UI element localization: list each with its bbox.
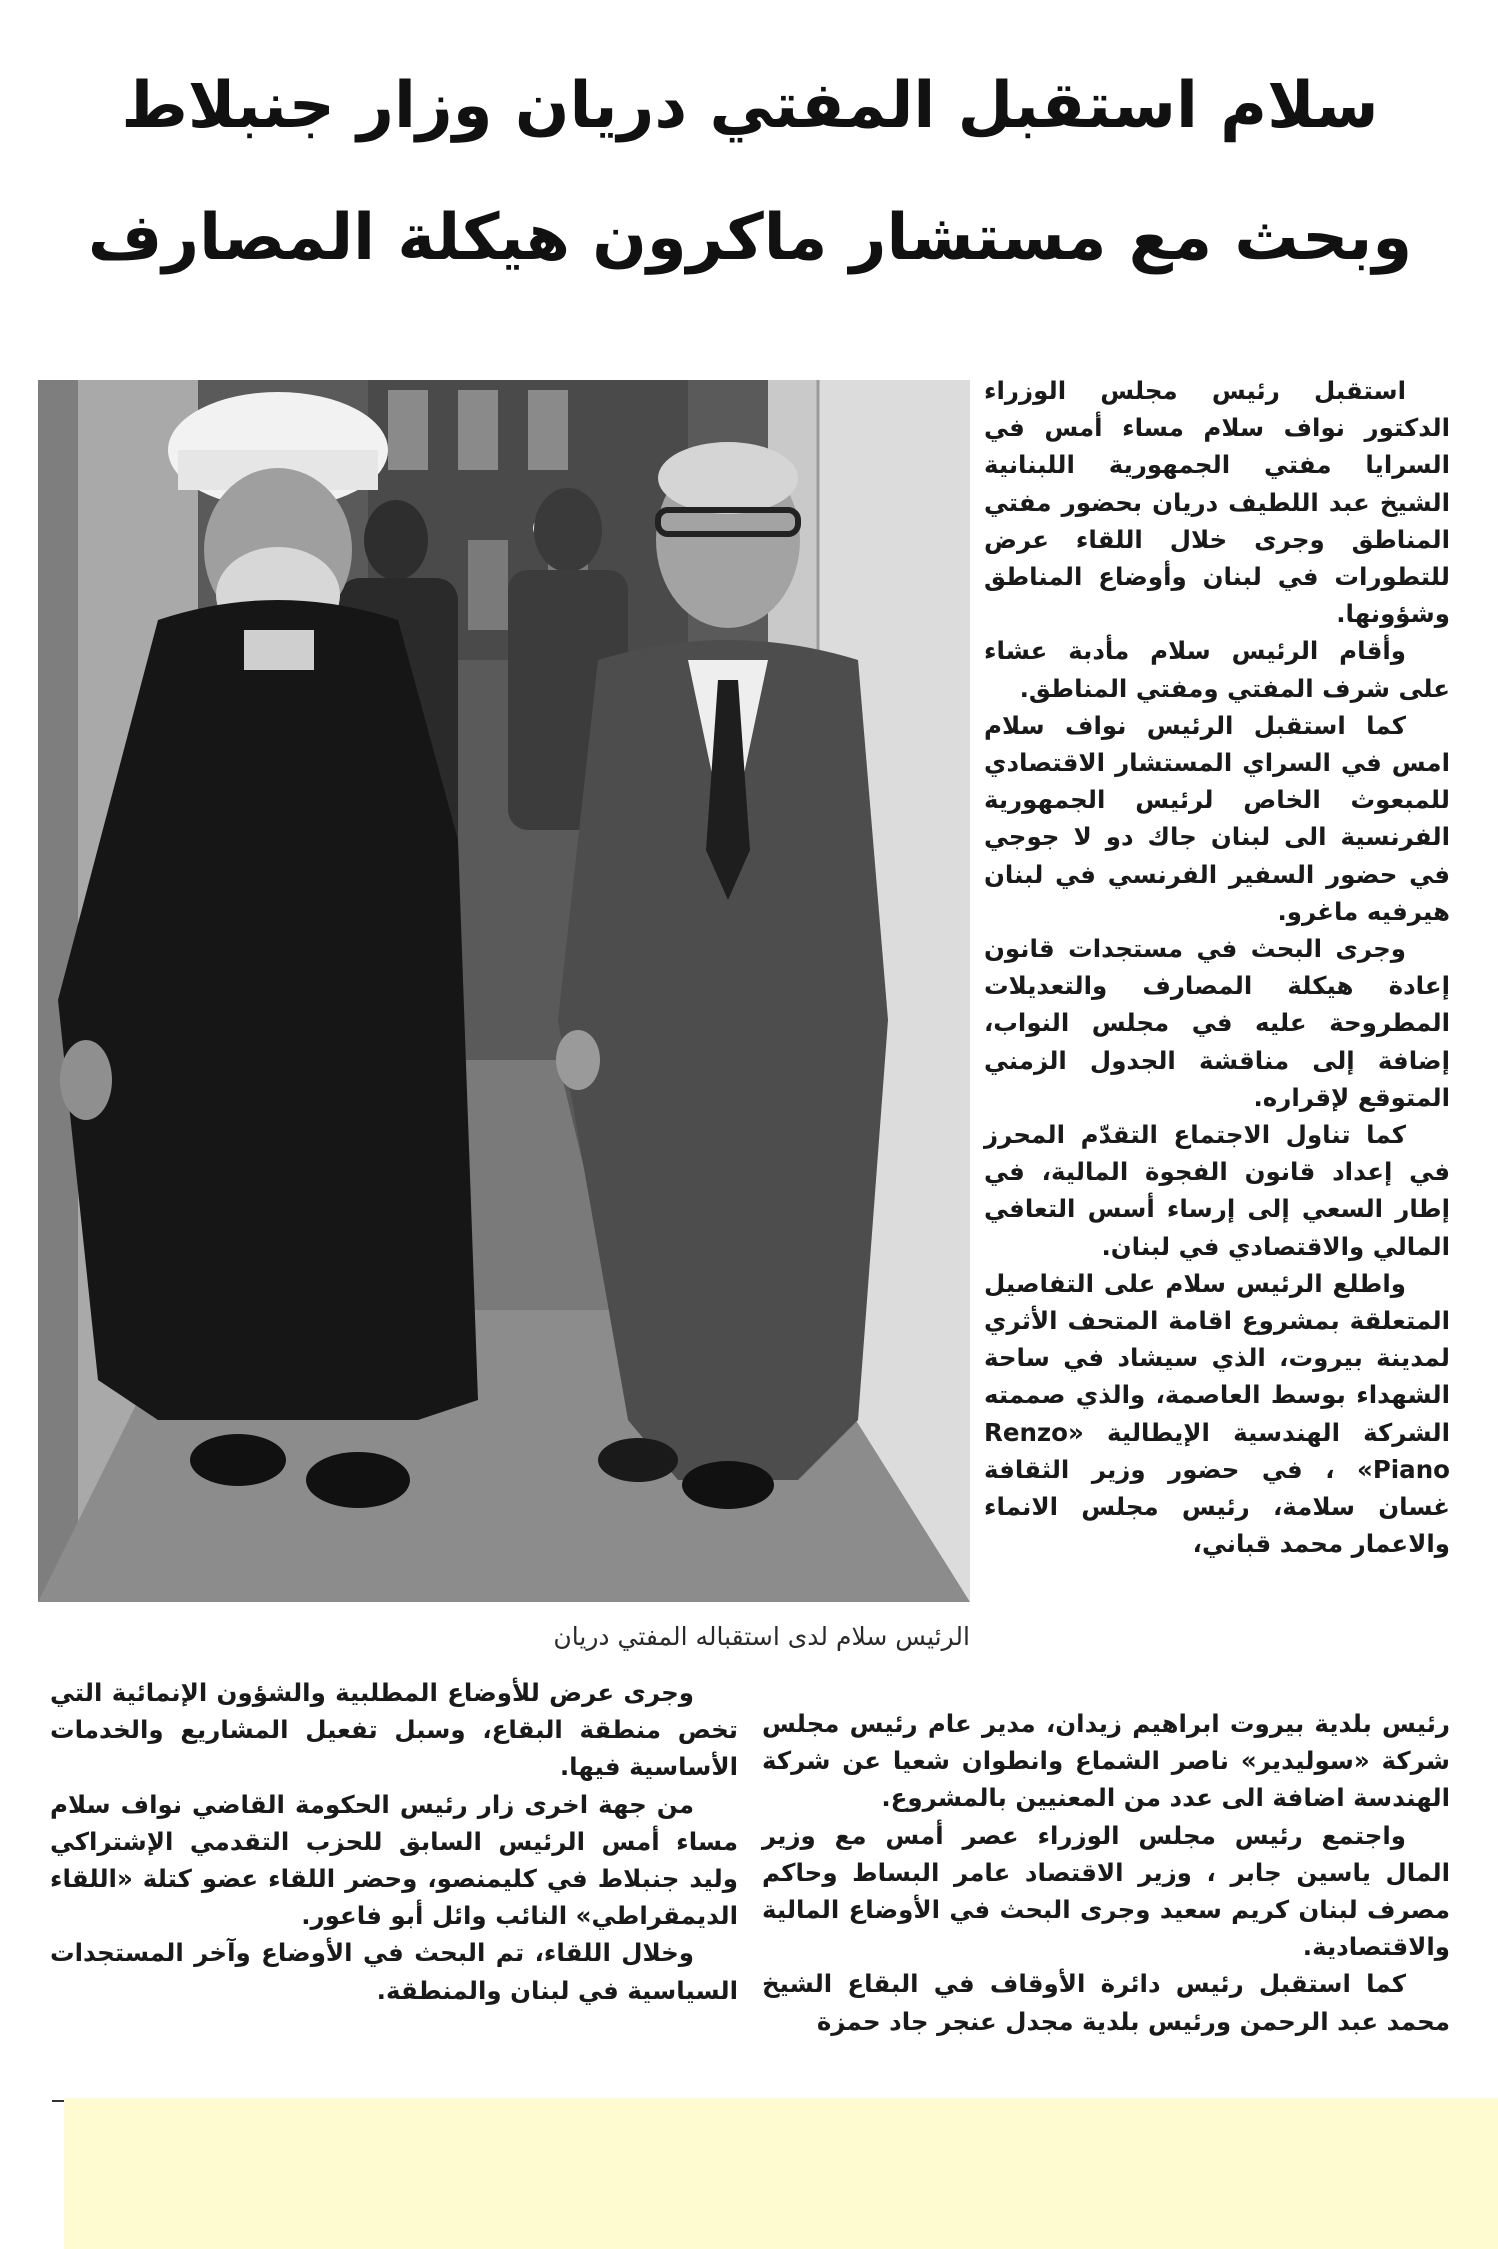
article-right-column: [984, 372, 1450, 1563]
paragraph: وأقام الرئيس سلام مأدبة عشاء على شرف المفتي ومفتي المناطق.: [984, 636, 1450, 703]
paragraph: من جهة اخرى زار رئيس الحكومة القاضي نواف سلام مساء أمس الرئيس السابق للحزب التقدمي الإشتراكي وليد جنبلاط في كليمنصو، وحضر اللقاء عضو كتلة «اللقاء الديمقراطي» النائب وائل أبو فاعور.: [50, 1789, 738, 1931]
page-cut-mark: [52, 2100, 64, 2102]
paragraph: استقبل رئيس مجلس الوزراء الدكتور نواف سلام مساء أمس في السرايا مفتي الجمهورية اللبنانية الشيخ عبد اللطيف دريان بحضور مفتي المناطق وجرى خلال اللقاء عرض للتطورات في لبنان وأوضاع المناطق وشؤونها.: [984, 376, 1450, 629]
blank-ad-space: [64, 2098, 1498, 2249]
news-photo: [38, 380, 970, 1602]
headline-line-1: سلام استقبل المفتي دريان وزار جنبلاط: [121, 69, 1379, 143]
paragraph: كما استقبل الرئيس نواف سلام امس في السراي المستشار الاقتصادي للمبعوث الخاص لرئيس الجمهورية الفرنسية الى لبنان جاك دو لا جوجي في حضور السفير الفرنسي في لبنان هيرفيه ماغرو.: [984, 710, 1450, 926]
article-left-column: [50, 1674, 738, 2009]
paragraph: وجرى عرض للأوضاع المطلبية والشؤون الإنمائية التي تخص منطقة البقاع، وسبل تفعيل المشاريع والخدمات الأساسية فيها.: [50, 1678, 738, 1782]
paragraph: واجتمع رئيس مجلس الوزراء عصر أمس مع وزير المال ياسين جابر ، وزير الاقتصاد عامر البساط وحاكم مصرف لبنان كريم سعيد وجرى البحث في الأوضاع المالية والاقتصادية.: [762, 1820, 1450, 1962]
paragraph: وخلال اللقاء، تم البحث في الأوضاع وآخر المستجدات السياسية في لبنان والمنطقة.: [50, 1938, 738, 2005]
photo-caption: الرئيس سلام لدى استقباله المفتي دريان: [553, 1622, 970, 1651]
paragraph: كما تناول الاجتماع التقدّم المحرز في إعداد قانون الفجوة المالية، في إطار السعي إلى إرساء أسس التعافي المالي والاقتصادي في لبنان.: [984, 1120, 1450, 1261]
paragraph: كما استقبل رئيس دائرة الأوقاف في البقاع الشيخ محمد عبد الرحمن ورئيس بلدية مجدل عنجر جاد حمزة: [762, 1969, 1450, 2036]
paragraph: وجرى البحث في مستجدات قانون إعادة هيكلة المصارف والتعديلات المطروحة عليه في مجلس النواب، إضافة إلى مناقشة الجدول الزمني المتوقع لإقراره.: [984, 934, 1450, 1112]
headline-line-2: وبحث مع مستشار ماكرون هيكلة المصارف: [87, 201, 1413, 275]
paragraph: رئيس بلدية بيروت ابراهيم زيدان، مدير عام رئيس مجلس شركة «سوليدير» ناصر الشماع وانطوان شعيا عن شركة الهندسة اضافة الى عدد من المعنيين بالمشروع.: [762, 1709, 1450, 1813]
article-wide-column: [762, 1705, 1450, 2040]
paragraph: واطلع الرئيس سلام على التفاصيل المتعلقة بمشروع اقامة المتحف الأثري لمدينة بيروت، الذي سيشاد في ساحة الشهداء بوسط العاصمة، والذي صممته الشركة الهندسية الإيطالية «Renzo Piano» ، في حضور وزير الثقافة غسان سلامة، رئيس مجلس الانماء والاعمار محمد قباني،: [984, 1268, 1450, 1559]
